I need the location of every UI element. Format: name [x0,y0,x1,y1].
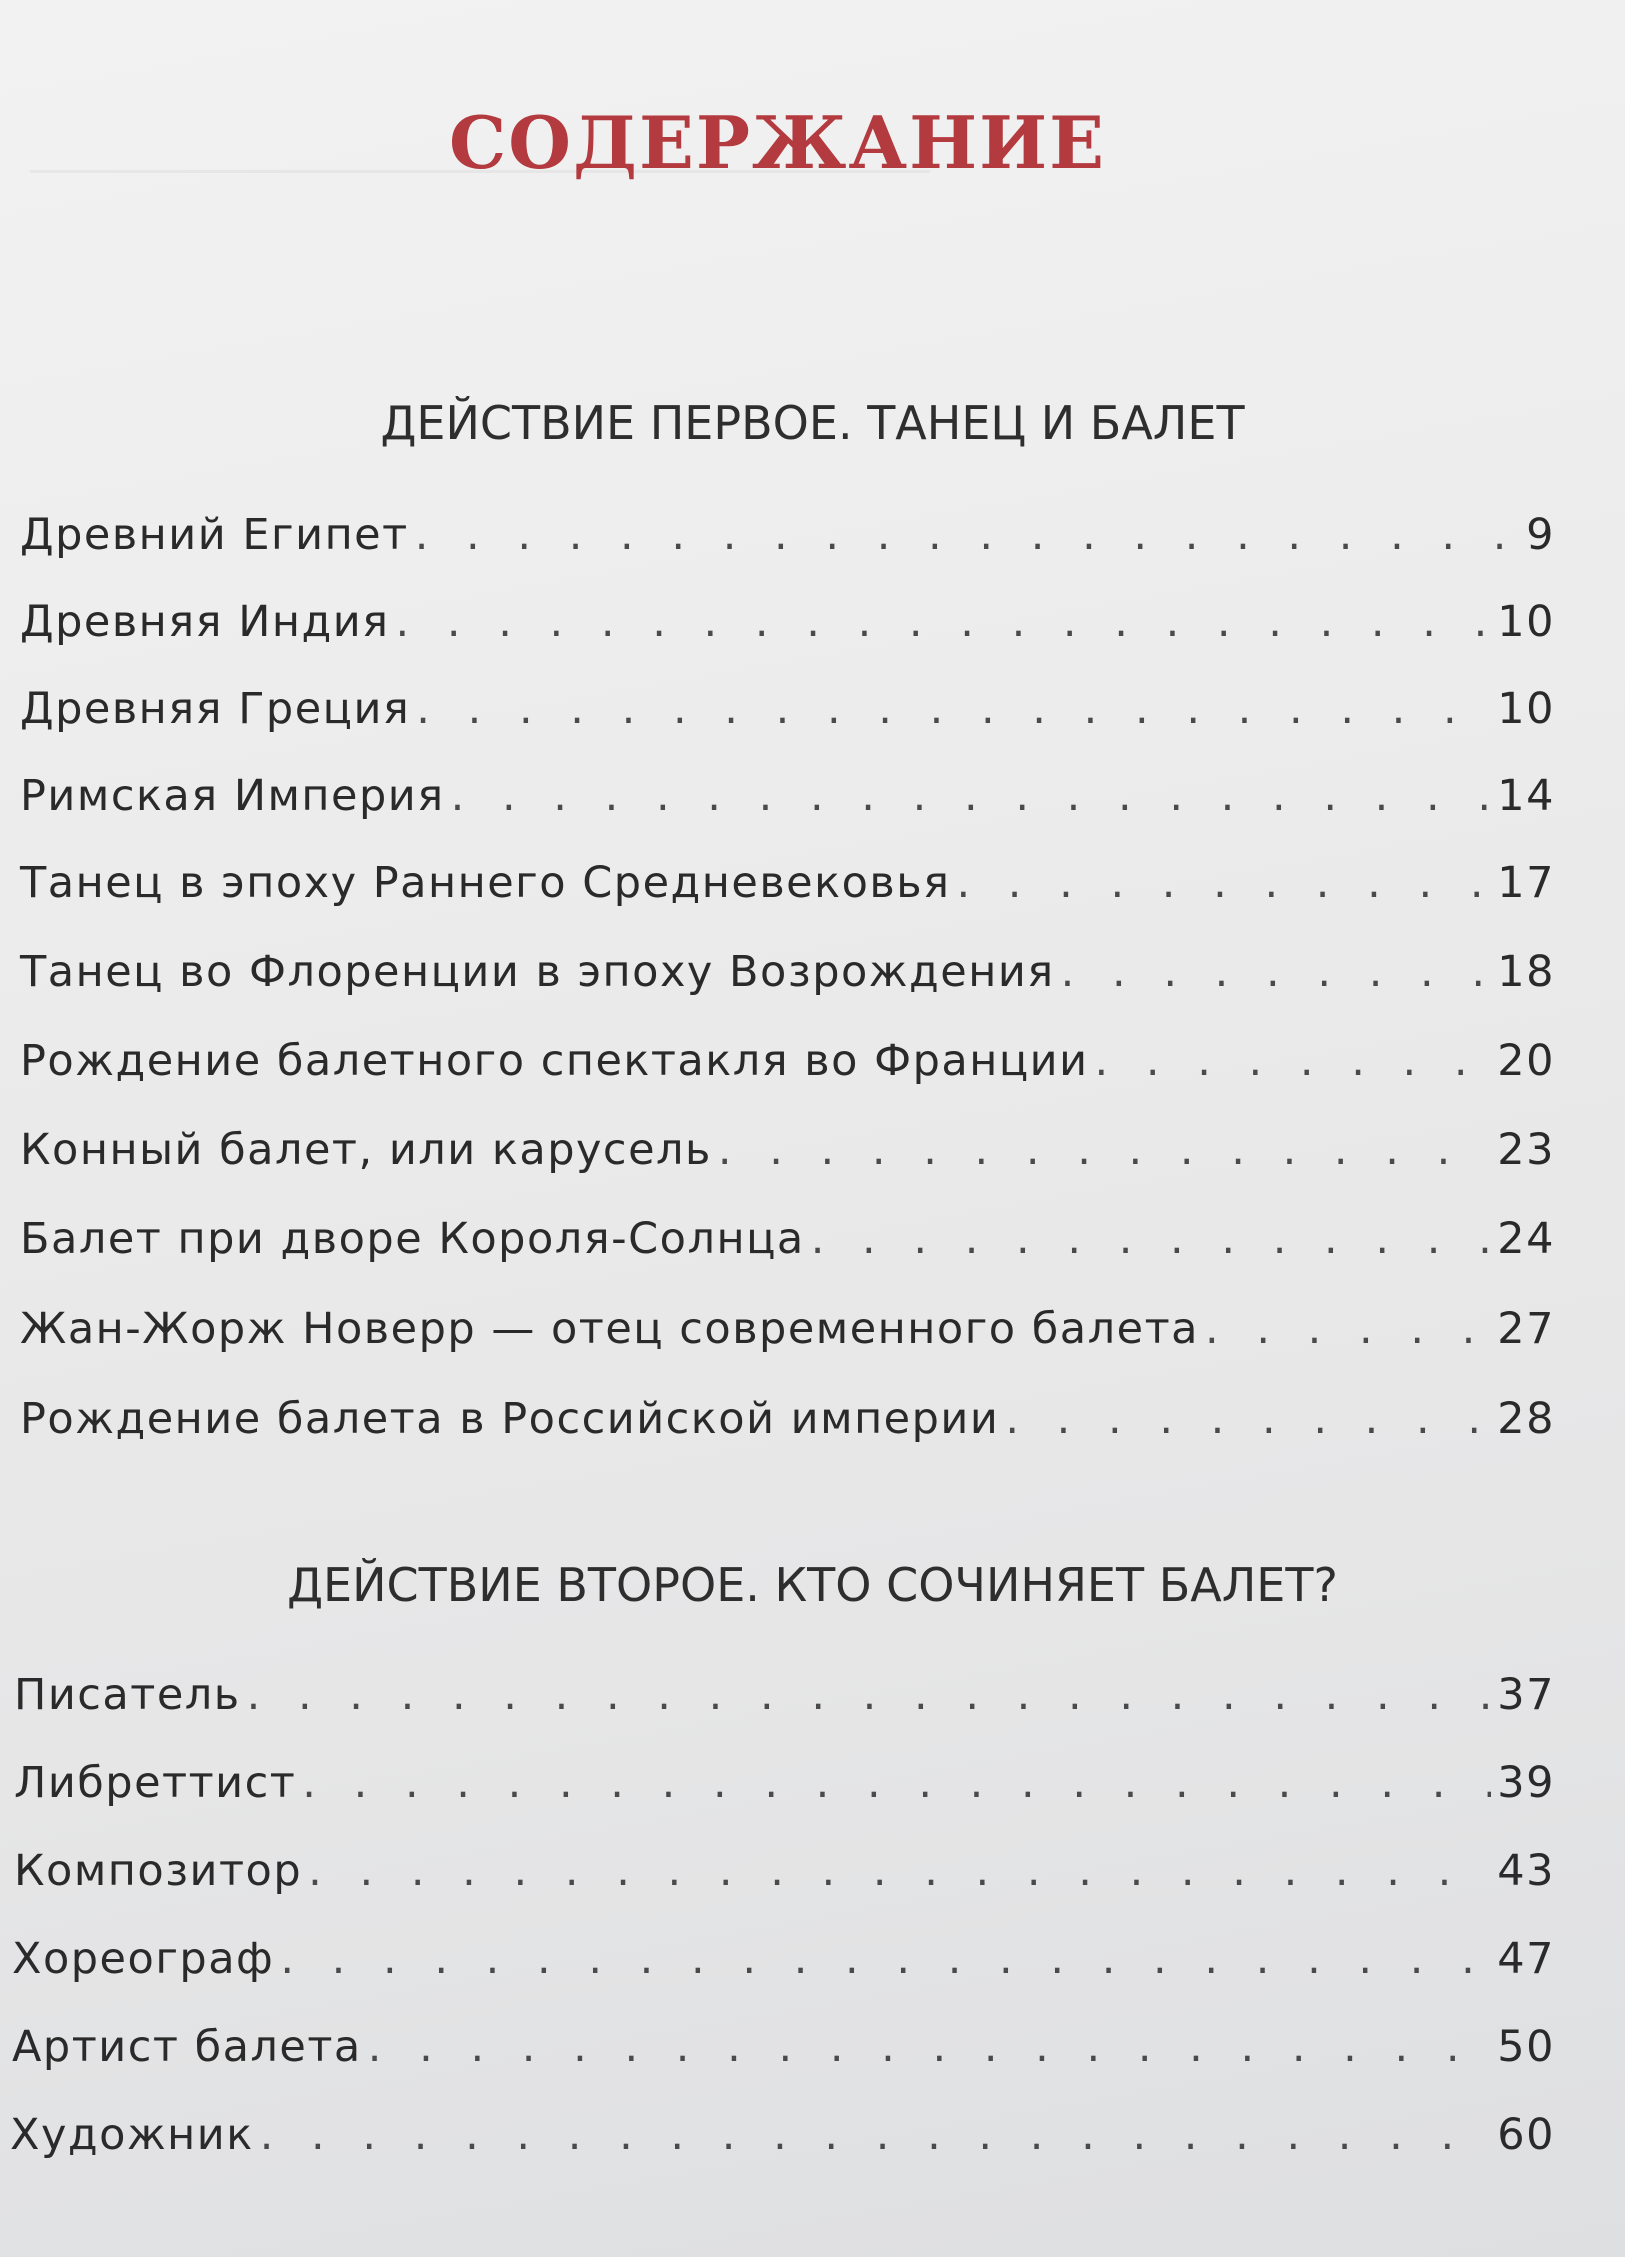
toc-entry-label: Древний Египет [20,510,409,560]
toc-entry[interactable] [20,1394,1555,1454]
toc-entry[interactable] [14,1758,1555,1818]
dot-leader [1095,1036,1492,1086]
toc-entry-label: Танец в эпоху Раннего Средневековья [20,858,951,908]
toc-entry-label: Писатель [14,1670,241,1720]
dot-leader [416,684,1491,734]
toc-entry[interactable] [20,1304,1555,1364]
dot-leader [718,1125,1491,1175]
toc-entry-page: 50 [1497,2022,1555,2072]
toc-entry-label: Артист балета [12,2022,362,2072]
toc-entry-label: Хореограф [12,1934,275,1984]
toc-entry-label: Балет при дворе Короля-Солнца [20,1214,805,1264]
dot-leader [247,1670,1492,1720]
toc-entry-page: 28 [1497,1394,1555,1444]
toc-entry-label: Либреттист [14,1758,297,1808]
dot-leader [811,1214,1492,1264]
toc-entry[interactable] [20,947,1555,1007]
toc-entry-page: 43 [1497,1846,1555,1896]
toc-entry-page: 24 [1497,1214,1555,1264]
dot-leader [956,858,1491,908]
dot-leader [308,1846,1491,1896]
dot-leader [302,1758,1491,1808]
section-heading-act-two: ДЕЙСТВИЕ ВТОРОЕ. КТО СОЧИНЯЕТ БАЛЕТ? [287,1558,1338,1612]
toc-entry-page: 17 [1497,858,1555,908]
toc-entry[interactable] [14,1670,1555,1730]
dot-leader [451,771,1492,821]
dot-leader [1005,1394,1491,1444]
dot-leader [1205,1304,1491,1354]
toc-entry[interactable] [20,858,1555,918]
toc-entry[interactable] [12,2022,1555,2082]
toc-entry[interactable] [20,510,1555,570]
dot-leader [1061,947,1492,997]
toc-entry-page: 14 [1497,771,1555,821]
toc-entry-page: 9 [1526,510,1555,560]
toc-entry-page: 10 [1497,684,1555,734]
section-heading-act-one: ДЕЙСТВИЕ ПЕРВОЕ. ТАНЕЦ И БАЛЕТ [380,396,1245,450]
toc-entry[interactable] [14,1846,1555,1906]
toc-entry[interactable] [20,1125,1555,1185]
dot-leader [280,1934,1491,1984]
toc-entry-page: 37 [1497,1670,1555,1720]
toc-entry-page: 10 [1497,597,1555,647]
toc-entry-label: Древняя Греция [20,684,411,734]
toc-entry-page: 20 [1497,1036,1555,1086]
toc-entry-label: Конный балет, или карусель [20,1125,712,1175]
toc-entry-page: 27 [1497,1304,1555,1354]
toc-entry-label: Композитор [14,1846,303,1896]
toc-entry-label: Художник [10,2110,254,2160]
toc-entry-page: 18 [1497,947,1555,997]
toc-entry-page: 39 [1497,1758,1555,1808]
toc-entry-label: Рождение балетного спектакля во Франции [20,1036,1089,1086]
toc-entry[interactable] [20,771,1555,831]
toc-entry-label: Рождение балета в Российской империи [20,1394,1000,1444]
toc-entry-label: Римская Империя [20,771,445,821]
dot-leader [396,597,1492,647]
toc-entry[interactable] [20,597,1555,657]
toc-entry-label: Древняя Индия [20,597,390,647]
toc-entry-label: Жан-Жорж Новерр — отец современного балета [20,1304,1199,1354]
toc-entry-page: 47 [1497,1934,1555,1984]
toc-entry[interactable] [10,2110,1555,2170]
toc-entry[interactable] [12,1934,1555,1994]
toc-entry[interactable] [20,1214,1555,1274]
dot-leader [368,2022,1492,2072]
toc-entry-page: 23 [1497,1125,1555,1175]
toc-entry[interactable] [20,1036,1555,1096]
page-title: СОДЕРЖАНИЕ [448,100,1107,185]
toc-entry-page: 60 [1497,2110,1555,2160]
dot-leader [415,510,1505,560]
dot-leader [260,2110,1492,2160]
toc-entry-label: Танец во Флоренции в эпоху Возрождения [20,947,1055,997]
toc-entry[interactable] [20,684,1555,744]
